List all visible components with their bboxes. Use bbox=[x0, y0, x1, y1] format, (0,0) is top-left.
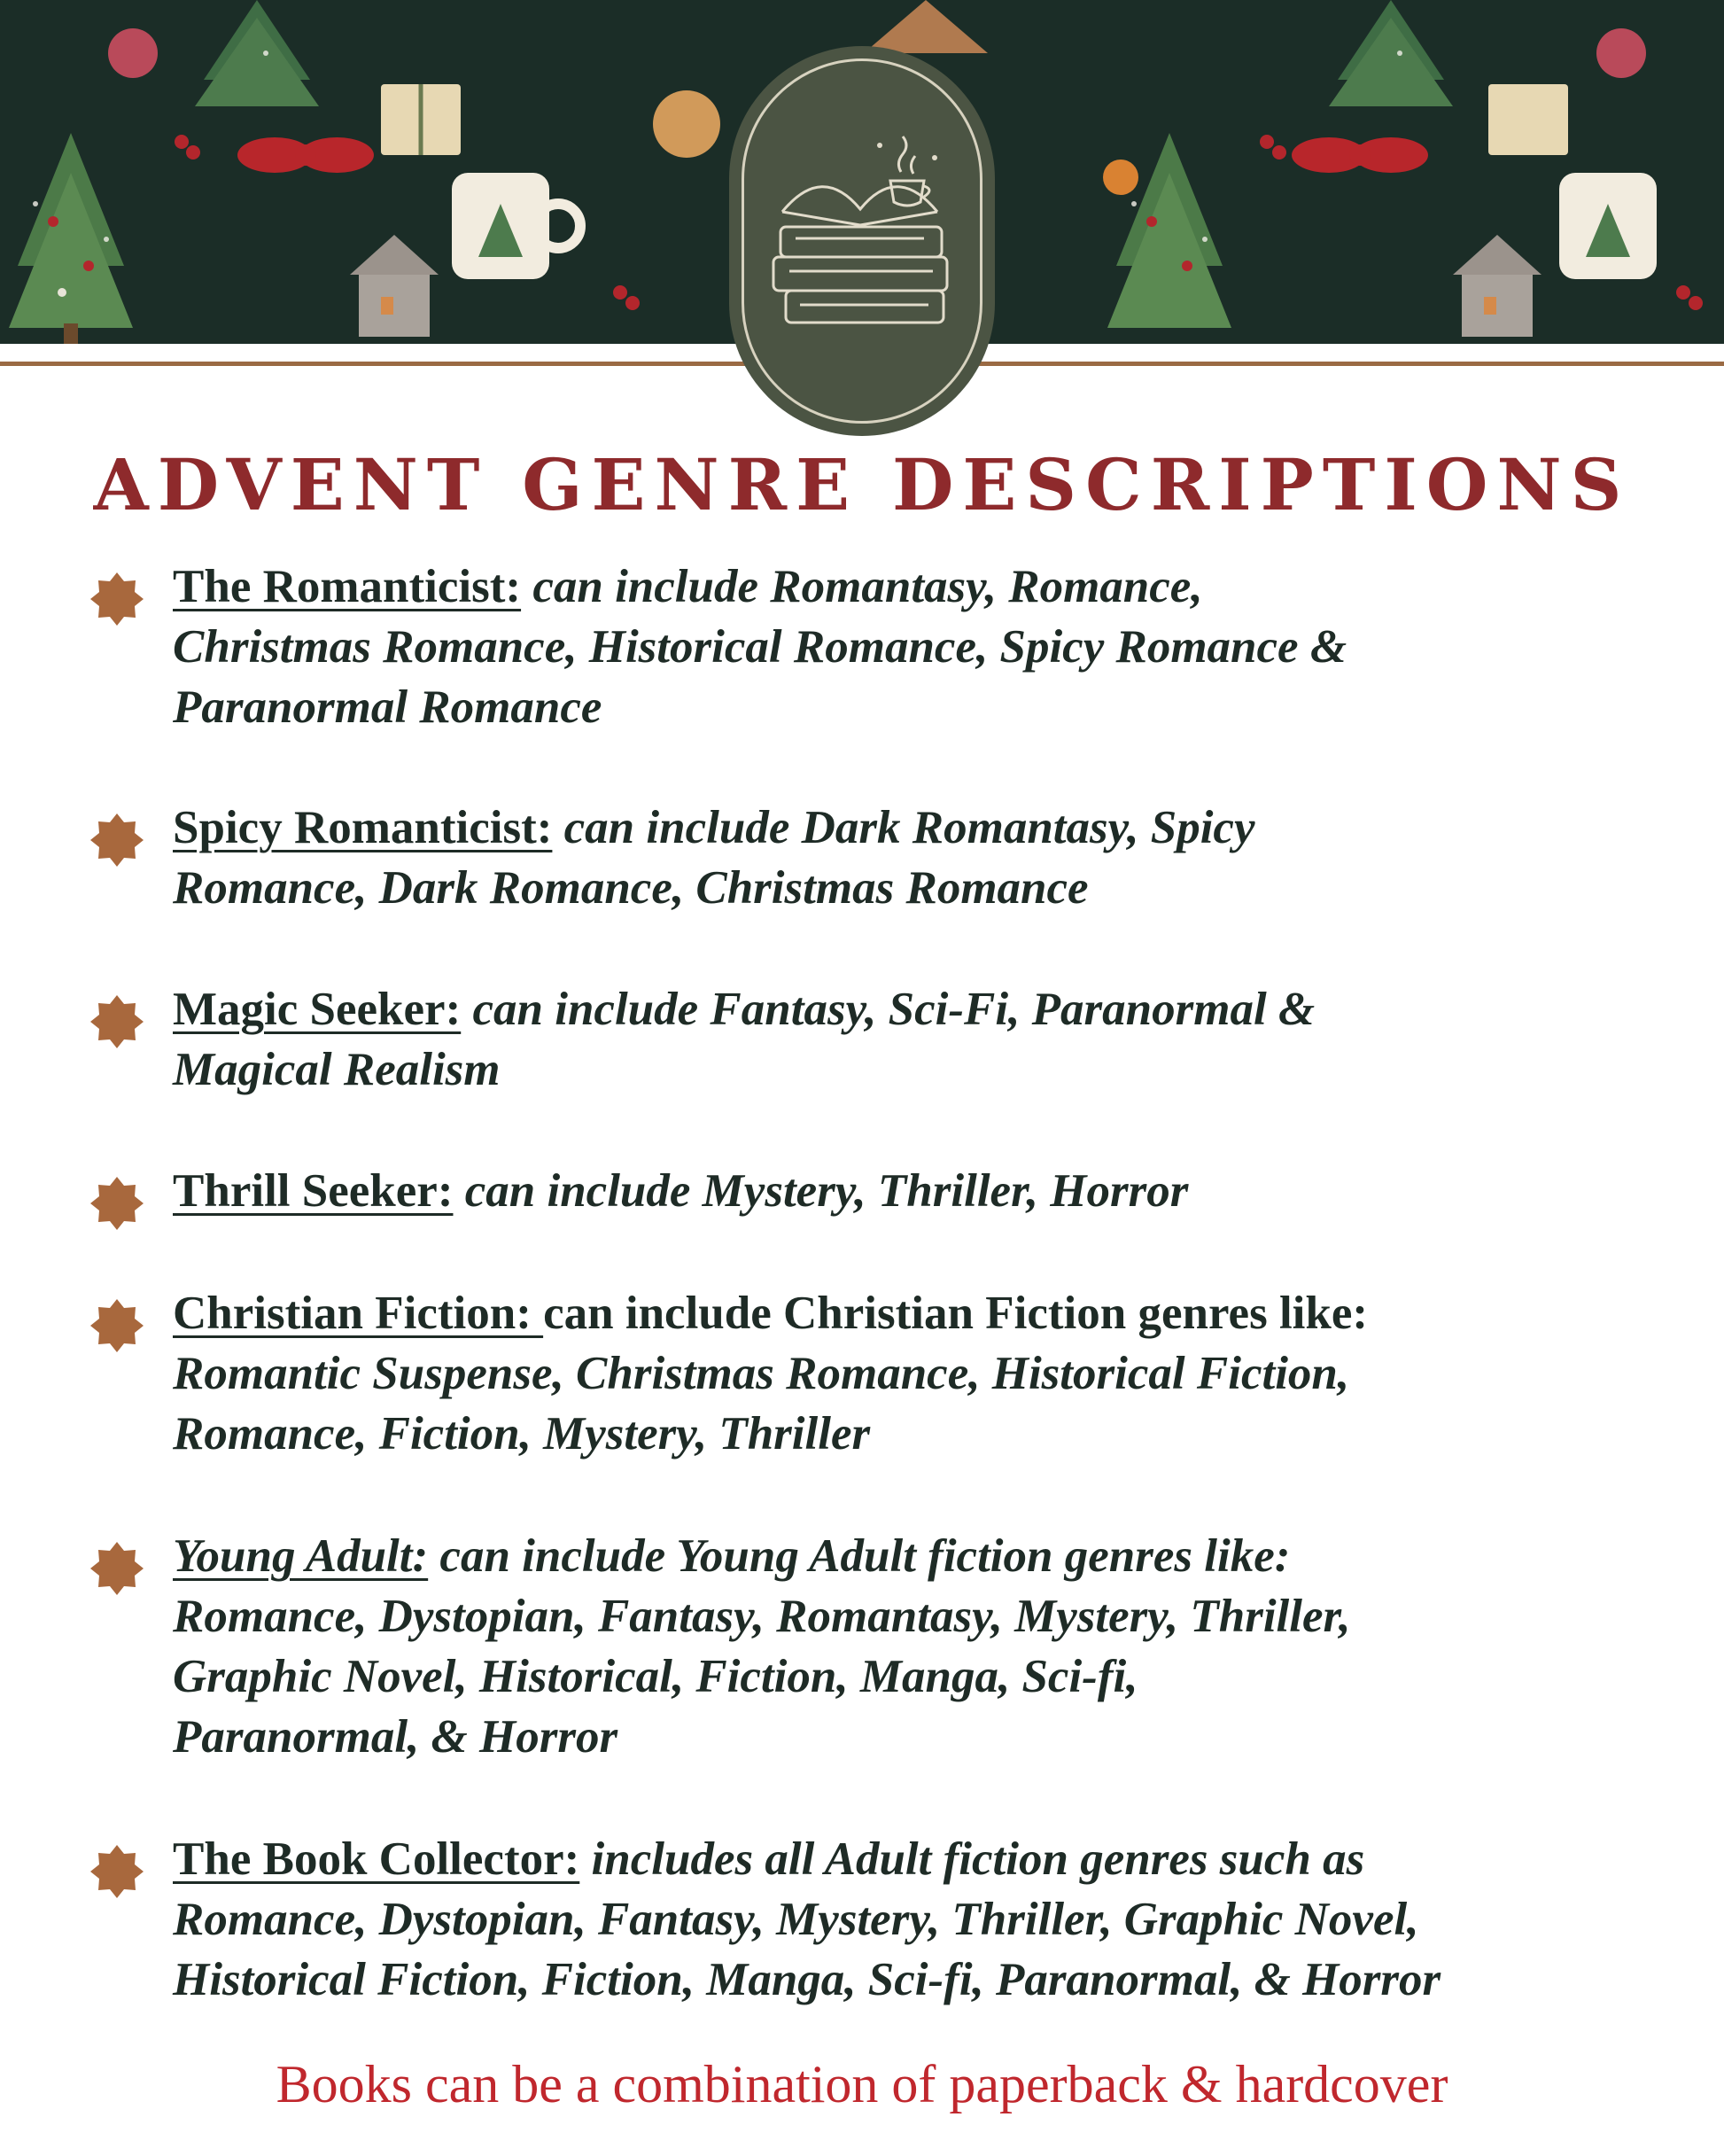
genre-description: can include Christian Fiction genres like: bbox=[543, 1288, 1369, 1339]
genre-description-line: Christmas Romance, Historical Romance, Spicy Romance & bbox=[173, 621, 1347, 673]
eight-point-star-icon bbox=[89, 1175, 145, 1232]
genre-description-line: Paranormal, & Horror bbox=[173, 1711, 618, 1763]
genre-name: Young Adult: bbox=[173, 1530, 429, 1582]
eight-point-star-icon bbox=[89, 1297, 145, 1354]
genre-description-line: Romance, Dark Romance, Christmas Romance bbox=[173, 862, 1089, 914]
genre-description: can include Young Adult fiction genres like: bbox=[428, 1530, 1291, 1582]
eight-point-star-icon bbox=[89, 1843, 145, 1900]
genre-description-line: Romance, Dystopian, Fantasy, Romantasy, Mystery, Thriller, bbox=[173, 1591, 1351, 1642]
genre-description-line: Graphic Novel, Historical, Fiction, Manga, Sci-fi, bbox=[173, 1651, 1138, 1702]
genre-description-line: Magical Realism bbox=[173, 1044, 501, 1095]
genre-description-line: Historical Fiction, Fiction, Manga, Sci-fi, Paranormal, & Horror bbox=[173, 1954, 1441, 2005]
genre-name: Thrill Seeker: bbox=[173, 1165, 454, 1217]
eight-point-star-icon bbox=[89, 812, 145, 868]
genre-description: can include Mystery, Thriller, Horror bbox=[453, 1165, 1189, 1217]
genre-description: includes all Adult fiction genres such as bbox=[579, 1833, 1365, 1885]
eight-point-star-icon bbox=[89, 993, 145, 1050]
genre-name: The Romanticist: bbox=[173, 561, 522, 612]
page-title: ADVENT GENRE DESCRIPTIONS bbox=[93, 443, 1631, 526]
genre-name: The Book Collector: bbox=[173, 1833, 580, 1885]
genre-name: Christian Fiction: bbox=[173, 1288, 544, 1339]
genre-description: can include Romantasy, Romance, bbox=[521, 561, 1203, 612]
format-note: Books can be a combination of paperback & hardcover bbox=[276, 2055, 1448, 2113]
genre-description-line: Paranormal Romance bbox=[173, 681, 602, 733]
genre-name: Magic Seeker: bbox=[173, 984, 462, 1035]
eight-point-star-icon bbox=[89, 1540, 145, 1597]
genre-description-line: Romance, Fiction, Mystery, Thriller bbox=[173, 1408, 871, 1459]
genre-description-line: Romantic Suspense, Christmas Romance, Historical Fiction, bbox=[173, 1348, 1350, 1399]
eight-point-star-icon bbox=[89, 571, 145, 627]
genre-name: Spicy Romanticist: bbox=[173, 802, 553, 853]
genre-description-line: Romance, Dystopian, Fantasy, Mystery, Thriller, Graphic Novel, bbox=[173, 1894, 1419, 1945]
genre-description: can include Dark Romantasy, Spicy bbox=[552, 802, 1255, 853]
genre-description: can include Fantasy, Sci-Fi, Paranormal & bbox=[461, 984, 1316, 1035]
